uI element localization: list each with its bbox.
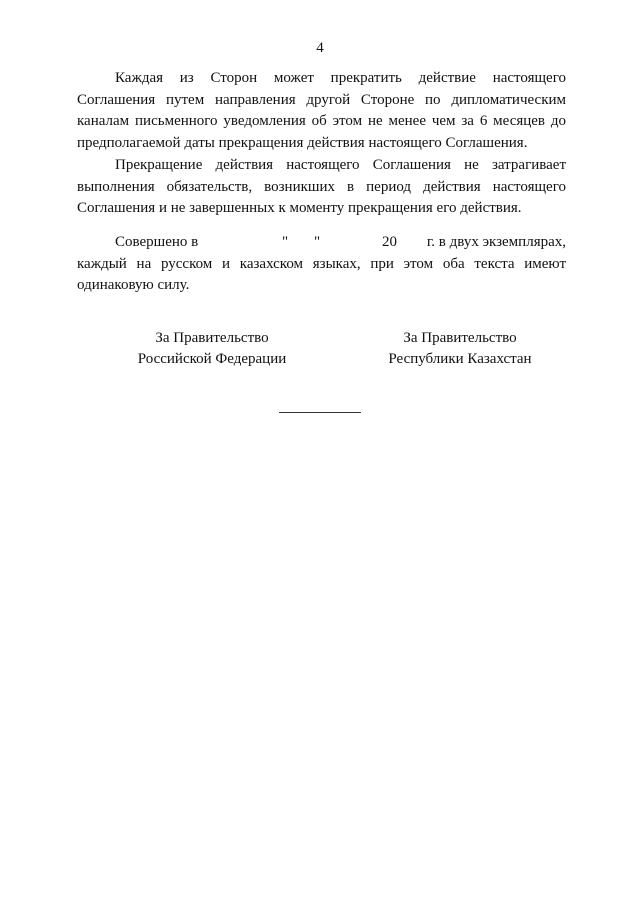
done-clause	[77, 232, 566, 297]
signature-line-1: За Правительство	[403, 330, 517, 346]
signature-block-kazakhstan	[370, 328, 550, 370]
done-suffix: г. в двух экземплярах,	[426, 234, 566, 250]
end-divider	[279, 412, 361, 413]
signature-line-1: За Правительство	[155, 330, 269, 346]
quote-open: "	[282, 234, 289, 250]
obligations-paragraph	[77, 155, 566, 220]
done-continuation: каждый на русском и казахском языках, при этом оба текста имеют одинаковую силу.	[77, 255, 566, 293]
signature-line-2: Республики Казахстан	[388, 351, 532, 367]
year-prefix: 20	[382, 234, 397, 250]
paragraph-text: Каждая из Сторон может прекратить действие настоящего Соглашения путем направления другой Стороне по дипломатическим каналам письменного уведомления об этом не менее чем за 6 месяцев до предполагаемой даты прекращения действия настоящего Соглашения.	[77, 70, 566, 151]
done-prefix: Совершено в	[115, 234, 199, 250]
termination-paragraph	[77, 68, 566, 154]
page-number: 4	[316, 40, 324, 56]
date-line	[77, 232, 566, 254]
signature-line-2: Российской Федерации	[137, 351, 287, 367]
signature-block-russia	[122, 328, 302, 370]
quote-close: "	[314, 234, 321, 250]
paragraph-text: Прекращение действия настоящего Соглашения не затрагивает выполнения обязательств, возникших в период действия настоящего Соглашения и не завершенных к моменту прекращения его действия.	[77, 157, 566, 216]
